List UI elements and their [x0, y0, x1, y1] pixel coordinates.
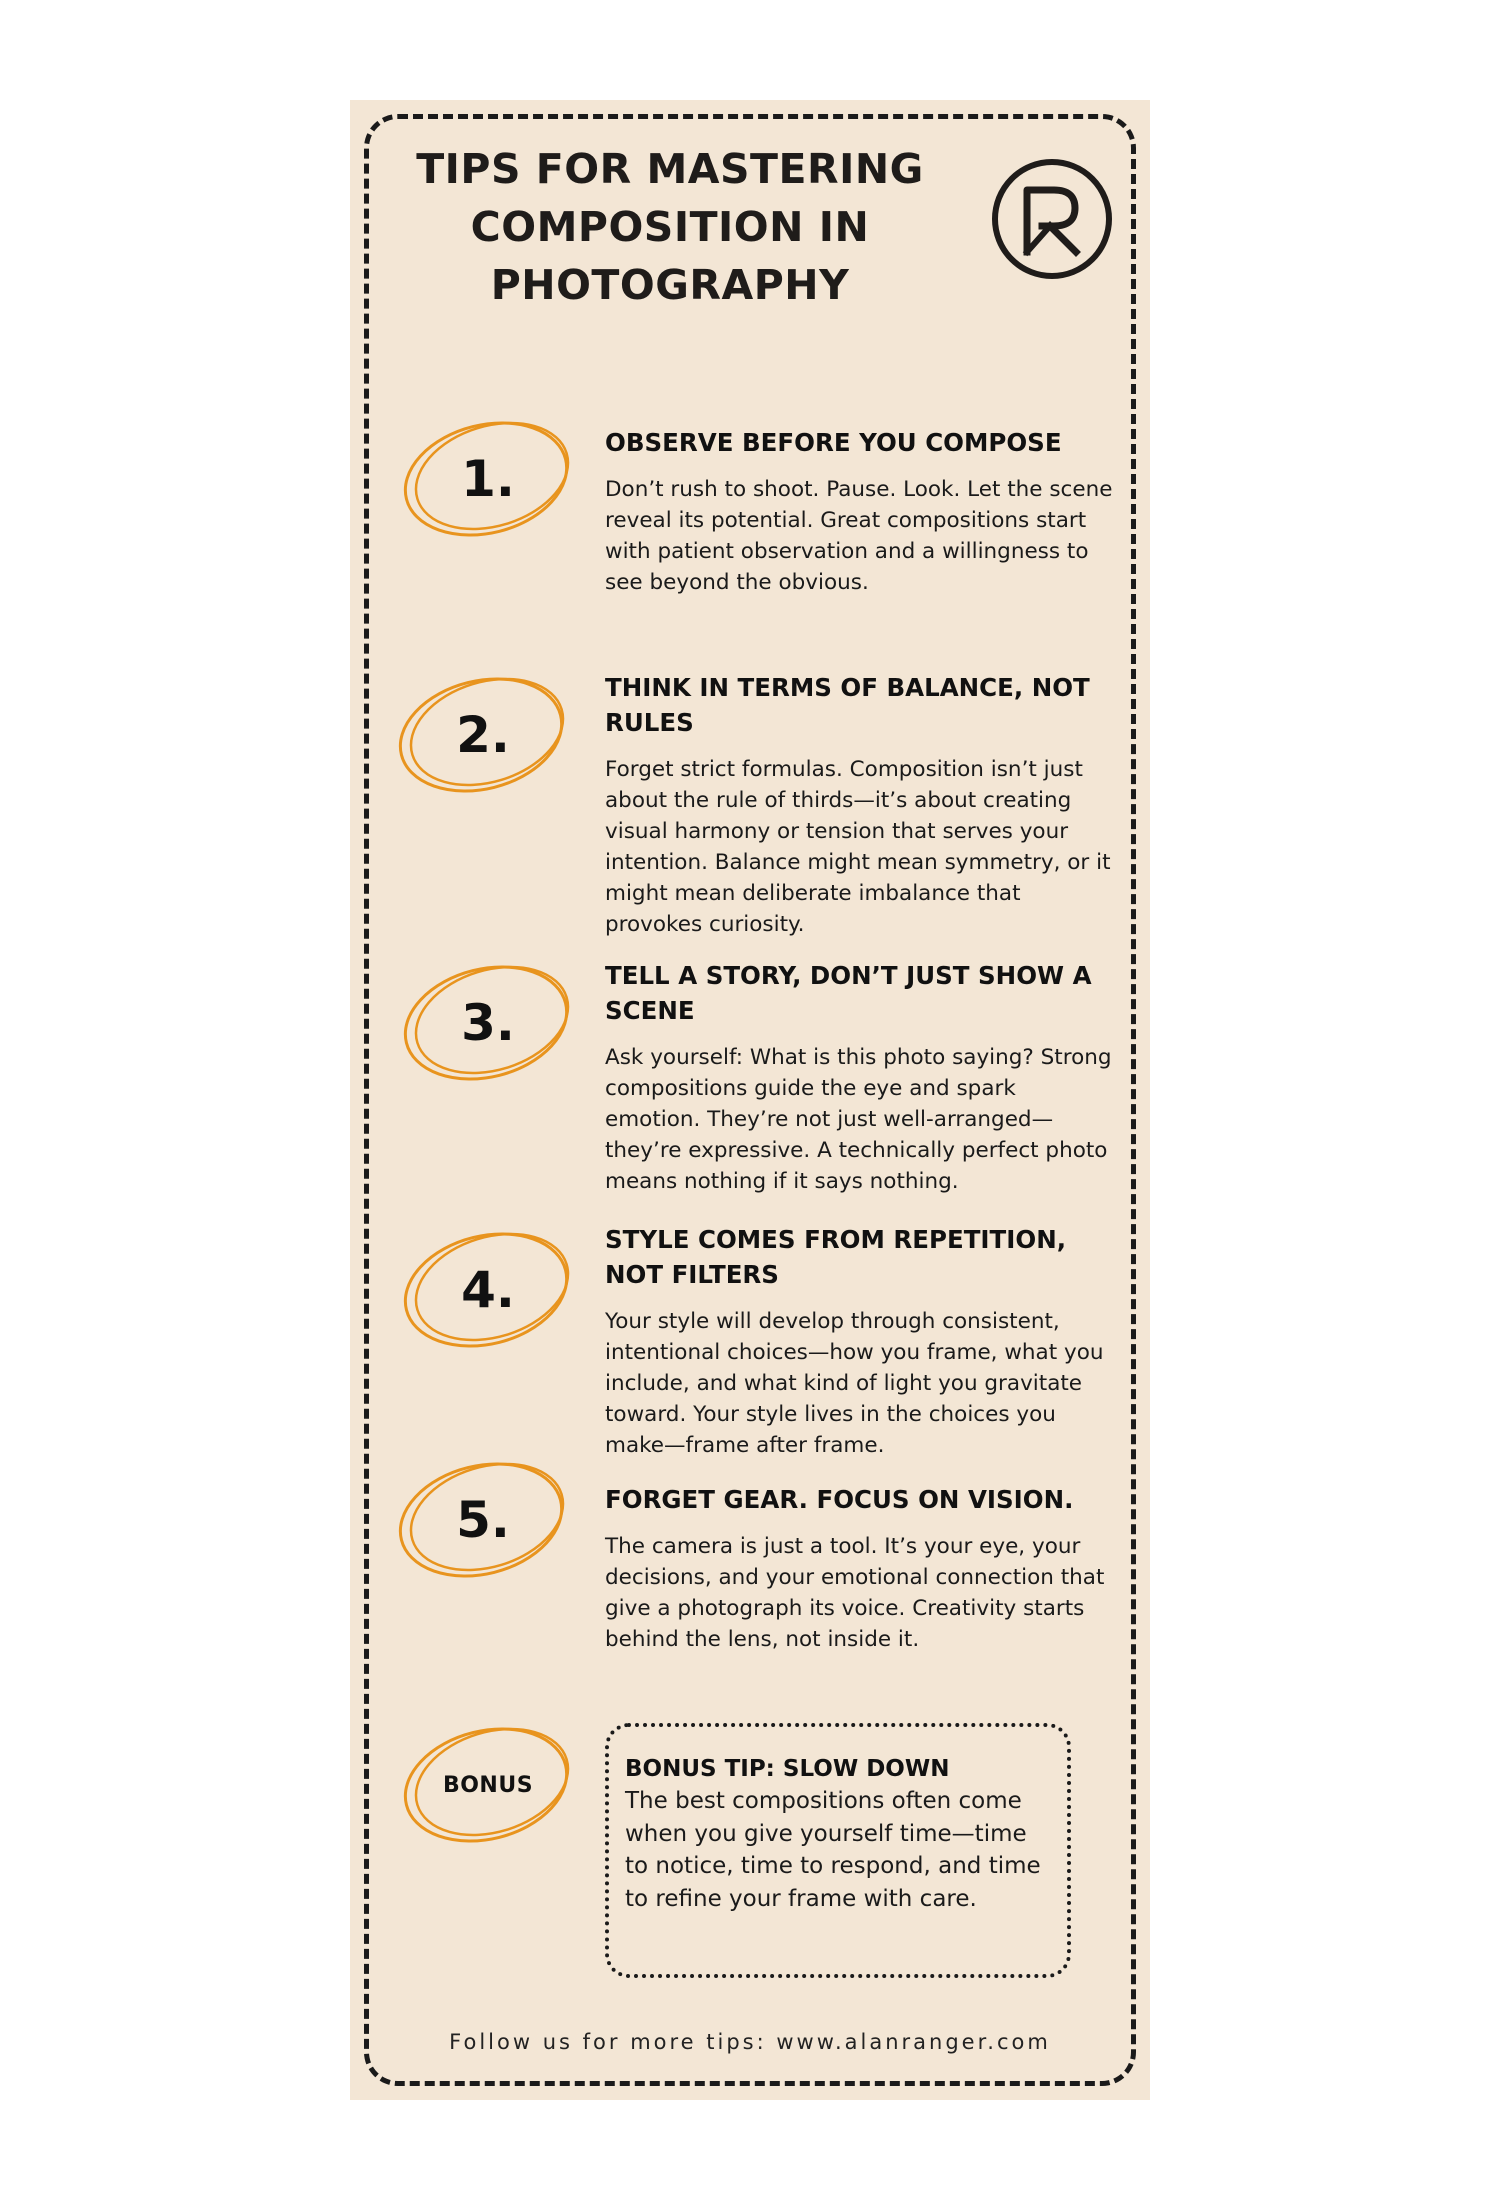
- tip-3-body: Ask yourself: What is this photo saying? Strong compositions guide the eye and spark emotion. They’re not just well-arranged—they’re expressive. A technically perfect photo means nothing if it says nothing.: [605, 1045, 1112, 1194]
- tip-4-body: Your style will develop through consistent, intentional choices—how you frame, what you include, and what kind of light you gravitate toward. Your style lives in the choices you make—frame after frame.: [605, 1309, 1104, 1458]
- tip-5-number-badge: [393, 1455, 573, 1585]
- tip-4-number: 4.: [461, 1261, 515, 1319]
- bonus-tip-heading: BONUS TIP: SLOW DOWN: [625, 1756, 950, 1782]
- footer-follow-text: Follow us for more tips: www.alanranger.com: [449, 2030, 1051, 2054]
- tip-2: [605, 670, 1115, 940]
- tip-1-number-badge: [398, 414, 578, 544]
- tip-2-number: 2.: [456, 706, 510, 764]
- tip-4-number-badge: [398, 1225, 578, 1355]
- tip-1-number: 1.: [461, 450, 515, 508]
- tip-5-number: 5.: [456, 1491, 510, 1549]
- tip-5-heading: FORGET GEAR. FOCUS ON VISION.: [605, 1485, 1074, 1514]
- tip-4-heading: STYLE COMES FROM REPETITION, NOT FILTERS: [605, 1225, 1067, 1289]
- tip-3-number-badge: [398, 958, 578, 1088]
- bonus-tip-box: [605, 1723, 1071, 1978]
- tip-1-heading: OBSERVE BEFORE YOU COMPOSE: [605, 428, 1062, 457]
- tip-1-body: Don’t rush to shoot. Pause. Look. Let the scene reveal its potential. Great compositions start with patient observation and a willingness to see beyond the obvious.: [605, 477, 1113, 595]
- bonus-tip-body: The best compositions often come when you give yourself time—time to notice, time to respond, and time to refine your frame with care.: [625, 1788, 1041, 1912]
- bonus-badge: [398, 1720, 578, 1850]
- page-title: TIPS FOR MASTERING COMPOSITION IN PHOTOGRAPHY: [416, 145, 924, 309]
- tip-4: [605, 1222, 1115, 1461]
- tip-3-heading: TELL A STORY, DON’T JUST SHOW A SCENE: [605, 961, 1092, 1025]
- tip-5: [605, 1482, 1115, 1655]
- tip-2-number-badge: [393, 670, 573, 800]
- tip-1: [605, 425, 1115, 598]
- tip-2-heading: THINK IN TERMS OF BALANCE, NOT RULES: [605, 673, 1090, 737]
- tip-3: [605, 958, 1115, 1197]
- ar-monogram-logo-icon: [990, 157, 1114, 281]
- bonus-badge-label: BONUS: [442, 1772, 534, 1798]
- tip-5-body: The camera is just a tool. It’s your eye, your decisions, and your emotional connection that give a photograph its voice. Creativity starts behind the lens, not inside it.: [605, 1534, 1105, 1652]
- tip-2-body: Forget strict formulas. Composition isn’t just about the rule of thirds—it’s about creating visual harmony or tension that serves your intention. Balance might mean symmetry, or it might mean deliberate imbalance that provokes curiosity.: [605, 757, 1111, 937]
- tip-3-number: 3.: [461, 994, 515, 1052]
